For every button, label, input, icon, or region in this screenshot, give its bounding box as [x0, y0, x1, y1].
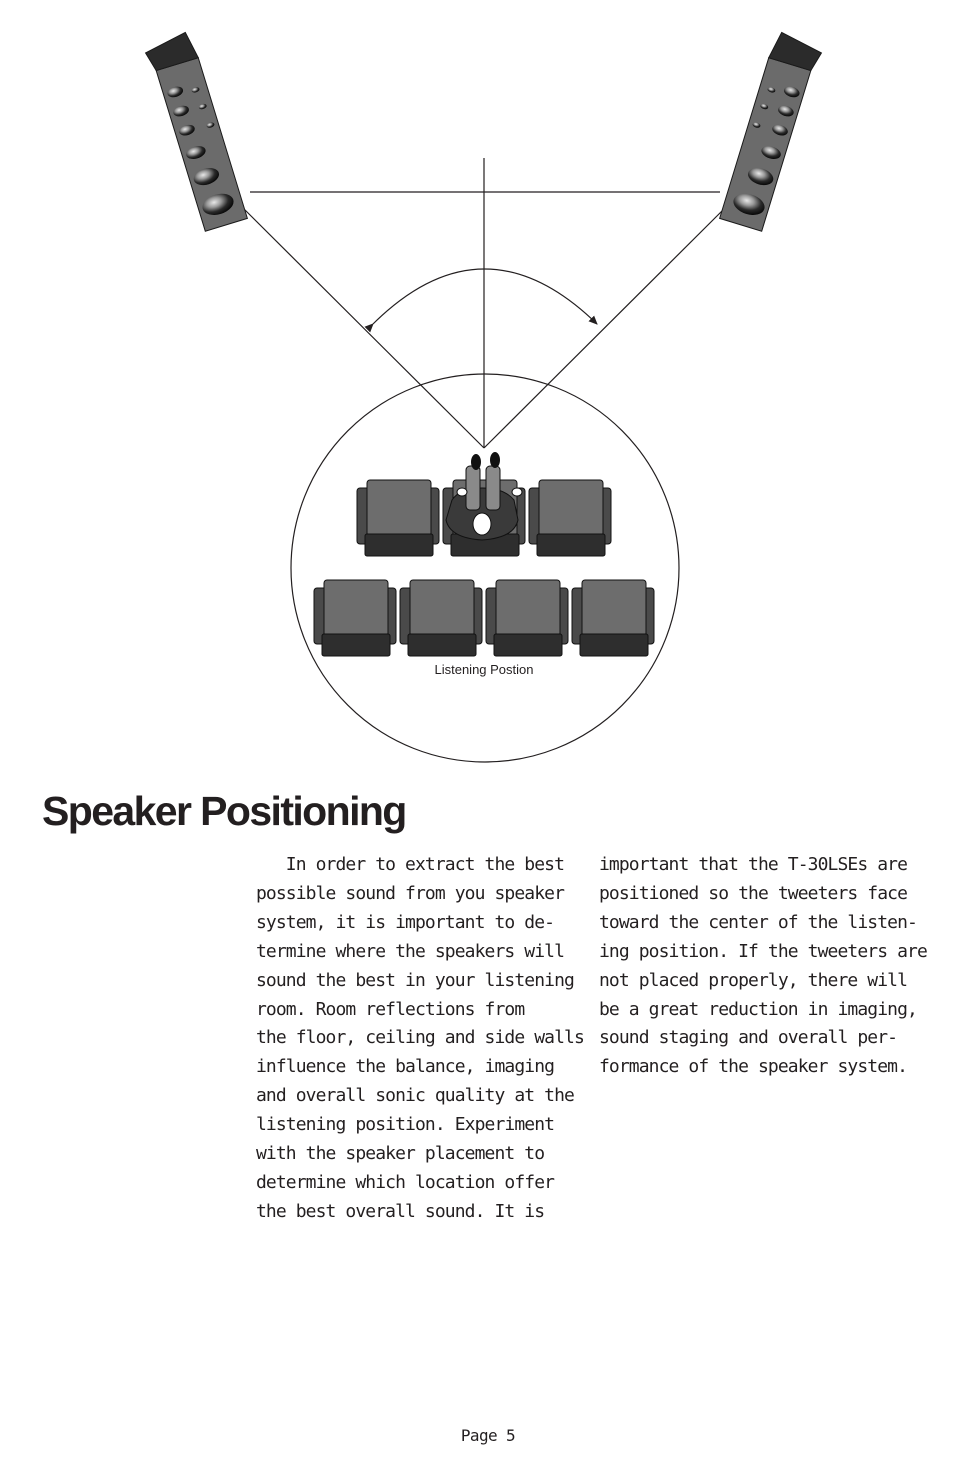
page-number: Page 5 — [460, 1426, 516, 1445]
section-title: Speaker Positioning — [42, 788, 406, 834]
seat — [400, 580, 482, 656]
body-text-line: influence the balance, imaging — [256, 1056, 555, 1078]
toe-in-angle-arc — [373, 269, 597, 324]
body-text-line: formance of the speaker system. — [599, 1056, 908, 1078]
left-speaker — [143, 31, 247, 233]
body-text-line: and overall sonic quality at the — [256, 1085, 574, 1107]
body-text-line: termine where the speakers will — [256, 940, 565, 962]
right-speaker — [720, 31, 824, 233]
listener-figure — [446, 452, 522, 540]
body-text-line: important that the T-30LSEs are — [599, 854, 908, 875]
body-text-line: In order to extract the best — [256, 854, 565, 875]
body-text-line: be a great reduction in imaging, — [599, 998, 917, 1020]
body-text-line: possible sound from you speaker — [256, 882, 565, 904]
seat — [572, 580, 654, 656]
body-text-line: positioned so the tweeters face — [599, 882, 908, 904]
speaker-guide-lines — [240, 158, 728, 448]
body-text-line: toward the center of the listen- — [599, 911, 917, 933]
body-text-line: not placed properly, there will — [599, 969, 908, 991]
listening-position-label: Listening Postion — [434, 662, 534, 677]
body-text-line: ing position. If the tweeters are — [599, 940, 927, 962]
seat — [486, 580, 568, 656]
listening-area-circle — [291, 374, 679, 762]
body-text-line: the best overall sound. It is — [256, 1200, 545, 1222]
body-text-line: room. Room reflections from — [256, 998, 525, 1020]
body-text-right-column — [599, 851, 927, 1082]
body-text-line: sound staging and overall per- — [599, 1027, 898, 1049]
seat — [314, 580, 396, 656]
body-text-line: with the speaker placement to — [256, 1143, 545, 1165]
body-text-line: the floor, ceiling and side walls — [256, 1027, 584, 1049]
body-text-left-column — [256, 851, 584, 1227]
body-text-line: determine which location offer — [256, 1171, 555, 1193]
seat — [529, 480, 611, 556]
body-text-line: listening position. Experiment — [256, 1114, 555, 1136]
body-text-line: sound the best in your listening — [256, 969, 574, 991]
body-text-line: system, it is important to de- — [256, 911, 555, 933]
seat — [357, 480, 439, 556]
